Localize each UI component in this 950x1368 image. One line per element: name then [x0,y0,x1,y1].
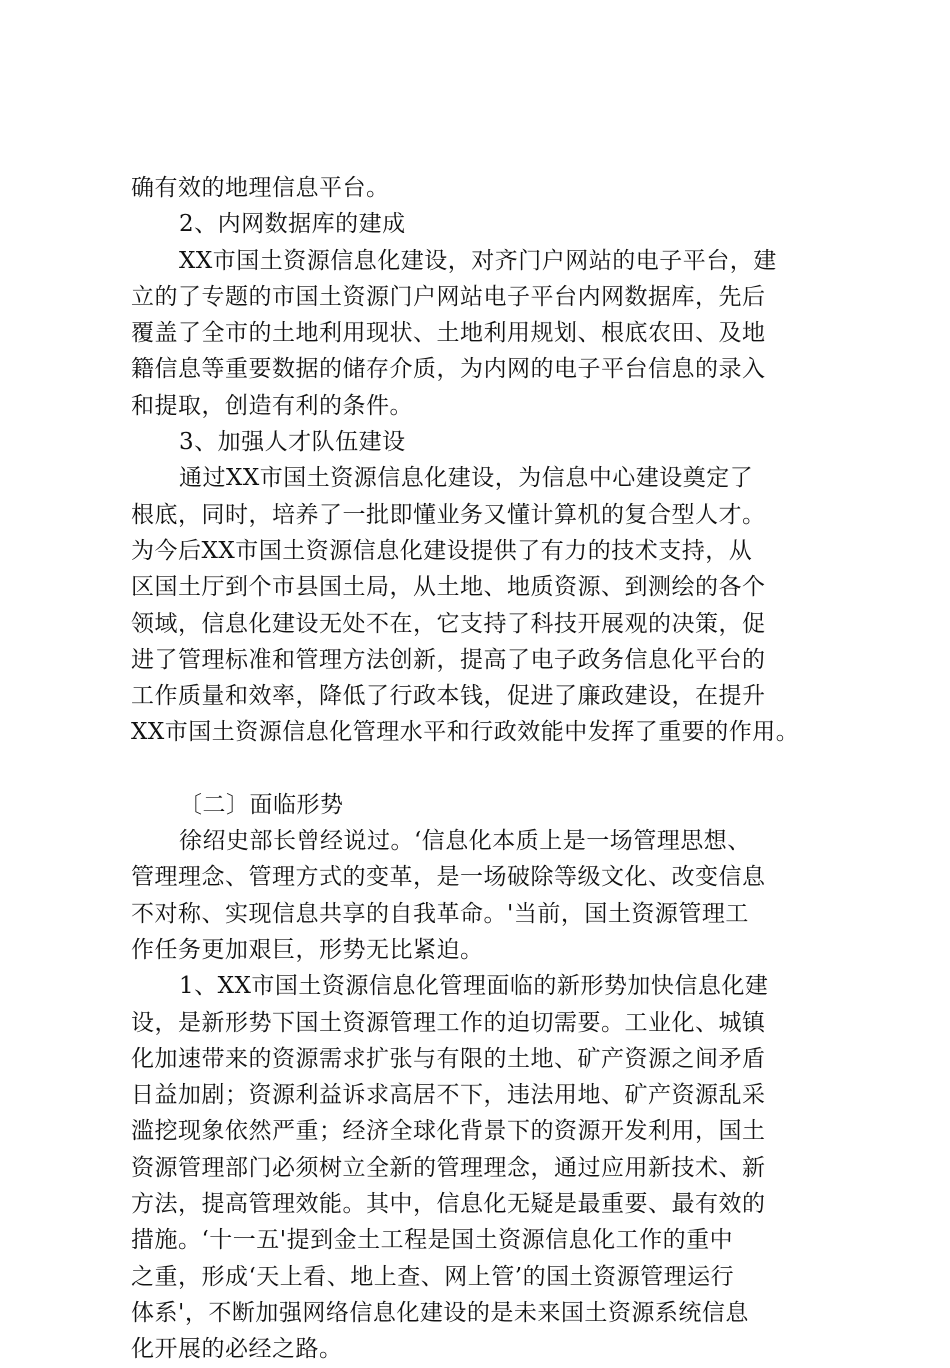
text-line: XX市国土资源信息化建设，对齐门户网站的电子平台，建 [179,247,777,274]
paragraph-gap [131,751,831,787]
section-heading: 3、加强人才队伍建设 [179,429,406,456]
text-line: 覆盖了全市的土地利用现状、土地利用规划、根底农田、及地 [131,320,766,347]
text-line: 方法，提高管理效能。其中，信息化无疑是最重要、最有效的 [131,1191,766,1218]
text-line: 1、XX市国土资源信息化管理面临的新形势加快信息化建 [179,973,769,1000]
text-line: 立的了专题的市国土资源门户网站电子平台内网数据库，先后 [131,283,766,310]
text-line: 进了管理标准和管理方法创新，提高了电子政务信息化平台的 [131,646,766,673]
text-line: 区国土厅到个市县国土局，从土地、地质资源、到测绘的各个 [131,574,766,601]
text-line: 籍信息等重要数据的储存介质，为内网的电子平台信息的录入 [131,356,766,383]
text-line: 滥挖现象依然严重；经济全球化背景下的资源开发利用，国土 [131,1118,766,1145]
section-heading: 2、内网数据库的建成 [179,211,406,238]
text-line: 资源管理部门必须树立全新的管理理念，通过应用新技术、新 [131,1154,766,1181]
text-line: XX市国土资源信息化管理水平和行政效能中发挥了重要的作用。 [131,719,800,746]
text-line: 根底，同时，培养了一批即懂业务又懂计算机的复合型人才。 [131,501,766,528]
text-line: 作任务更加艰巨，形势无比紧迫。 [131,936,484,963]
text-line: 不对称、实现信息共享的自我革命。'当前，国土资源管理工 [131,900,749,927]
text-line: 日益加剧；资源利益诉求高居不下，违法用地、矿产资源乱采 [131,1082,766,1109]
text-line: 通过XX市国土资源信息化建设，为信息中心建设奠定了 [179,465,754,492]
text-line: 之重，形成‘天上看、地上查、网上管’的国土资源管理运行 [131,1263,735,1290]
text-line: 体系'，不断加强网络信息化建设的是未来国土资源系统信息 [131,1299,749,1326]
text-line: 措施。‘十一五'提到金土工程是国土资源信息化工作的重中 [131,1227,734,1254]
text-line: 设，是新形势下国土资源管理工作的迫切需要。工业化、城镇 [131,1009,766,1036]
document-body [131,170,831,1368]
text-line: 为今后XX市国土资源信息化建设提供了有力的技术支持，从 [131,537,753,564]
text-line: 领域，信息化建设无处不在，它支持了科技开展观的决策，促 [131,610,766,637]
text-line: 确有效的地理信息平台。 [131,175,390,201]
text-line: 化开展的必经之路。 [131,1336,343,1363]
text-line: 和提取，创造有利的条件。 [131,392,413,419]
text-line: 化加速带来的资源需求扩张与有限的土地、矿产资源之间矛盾 [131,1045,766,1072]
text-line: 管理理念、管理方式的变革，是一场破除等级文化、改变信息 [131,864,766,891]
text-line: 徐绍史部长曾经说过。‘信息化本质上是一场管理思想、 [179,828,751,855]
section-heading: 〔二〕面临形势 [179,791,344,818]
text-line: 工作质量和效率，降低了行政本钱，促进了廉政建设，在提升 [131,683,766,710]
